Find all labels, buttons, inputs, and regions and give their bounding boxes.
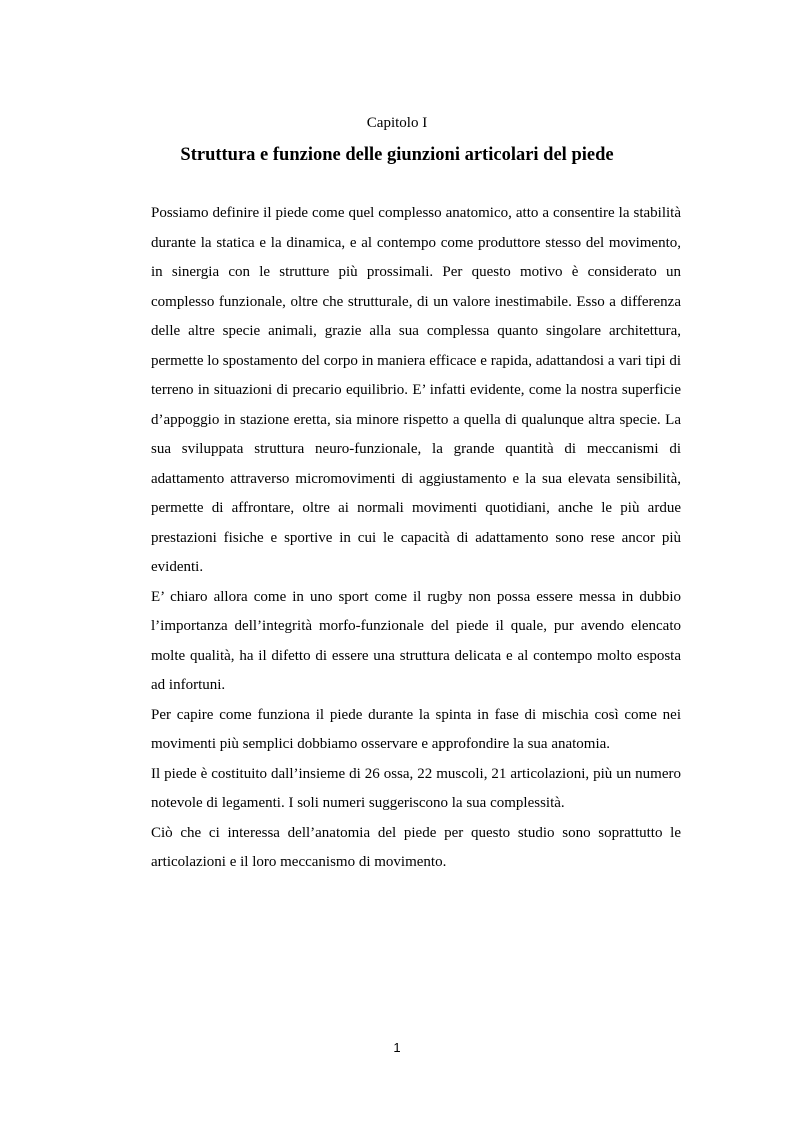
paragraph-scrum: Per capire come funziona il piede durante la spinta in fase di mischia così come nei movimenti più semplici dobbiamo osservare e approfondire la sua anatomia. [151,706,681,752]
paragraph-rugby: E’ chiaro allora come in uno sport come il rugby non possa essere messa in dubbio l’importanza dell’integrità morfo-funzionale del piede il quale, pur avendo elencato molte qualità, ha il difetto di essere una struttura delicata e al contempo molto esposta ad infortuni. [151,588,681,693]
chapter-label: Capitolo I [366,115,428,131]
page-number: 1 [393,1040,401,1055]
paragraph-intro: Possiamo definire il piede come quel complesso anatomico, atto a consentire la stabilità durante la statica e la dinamica, e al contempo come produttore stesso del movimento, in sinergia con le strutture più prossimali. Per questo motivo è considerato un complesso funzionale, oltre che strutturale, di un valore inestimabile. Esso a differenza delle altre specie animali, grazie alla sua complessa quanto singolare architettura, permette lo spostamento del corpo in maniera efficace e rapida, adattandosi a vari tipi di terreno in situazioni di precario equilibrio. E’ infatti evidente, come la nostra superficie d’appoggio in stazione eretta, sia minore rispetto a quella di qualunque altra specie. La sua sviluppata struttura neuro-funzionale, la grande quantità di meccanismi di adattamento attraverso micromovimenti di aggiustamento e la sua elevata sensibilità, permette di affrontare, oltre ai normali movimenti quotidiani, anche le più ardue prestazioni fisiche e sportive in cui le capacità di adattamento sono rese ancor più evidenti. [151,205,681,575]
paragraph-anatomy-numbers: Il piede è costituito dall’insieme di 26 ossa, 22 muscoli, 21 articolazioni, più un numero notevole di legamenti. I soli numeri suggeriscono la sua complessità. [151,765,681,811]
paragraph-study-focus: Ciò che ci interessa dell’anatomia del piede per questo studio sono soprattutto le articolazioni e il loro meccanismo di movimento. [151,824,681,870]
body-text [151,199,681,878]
chapter-title: Struttura e funzione delle giunzioni articolari del piede [180,145,614,165]
